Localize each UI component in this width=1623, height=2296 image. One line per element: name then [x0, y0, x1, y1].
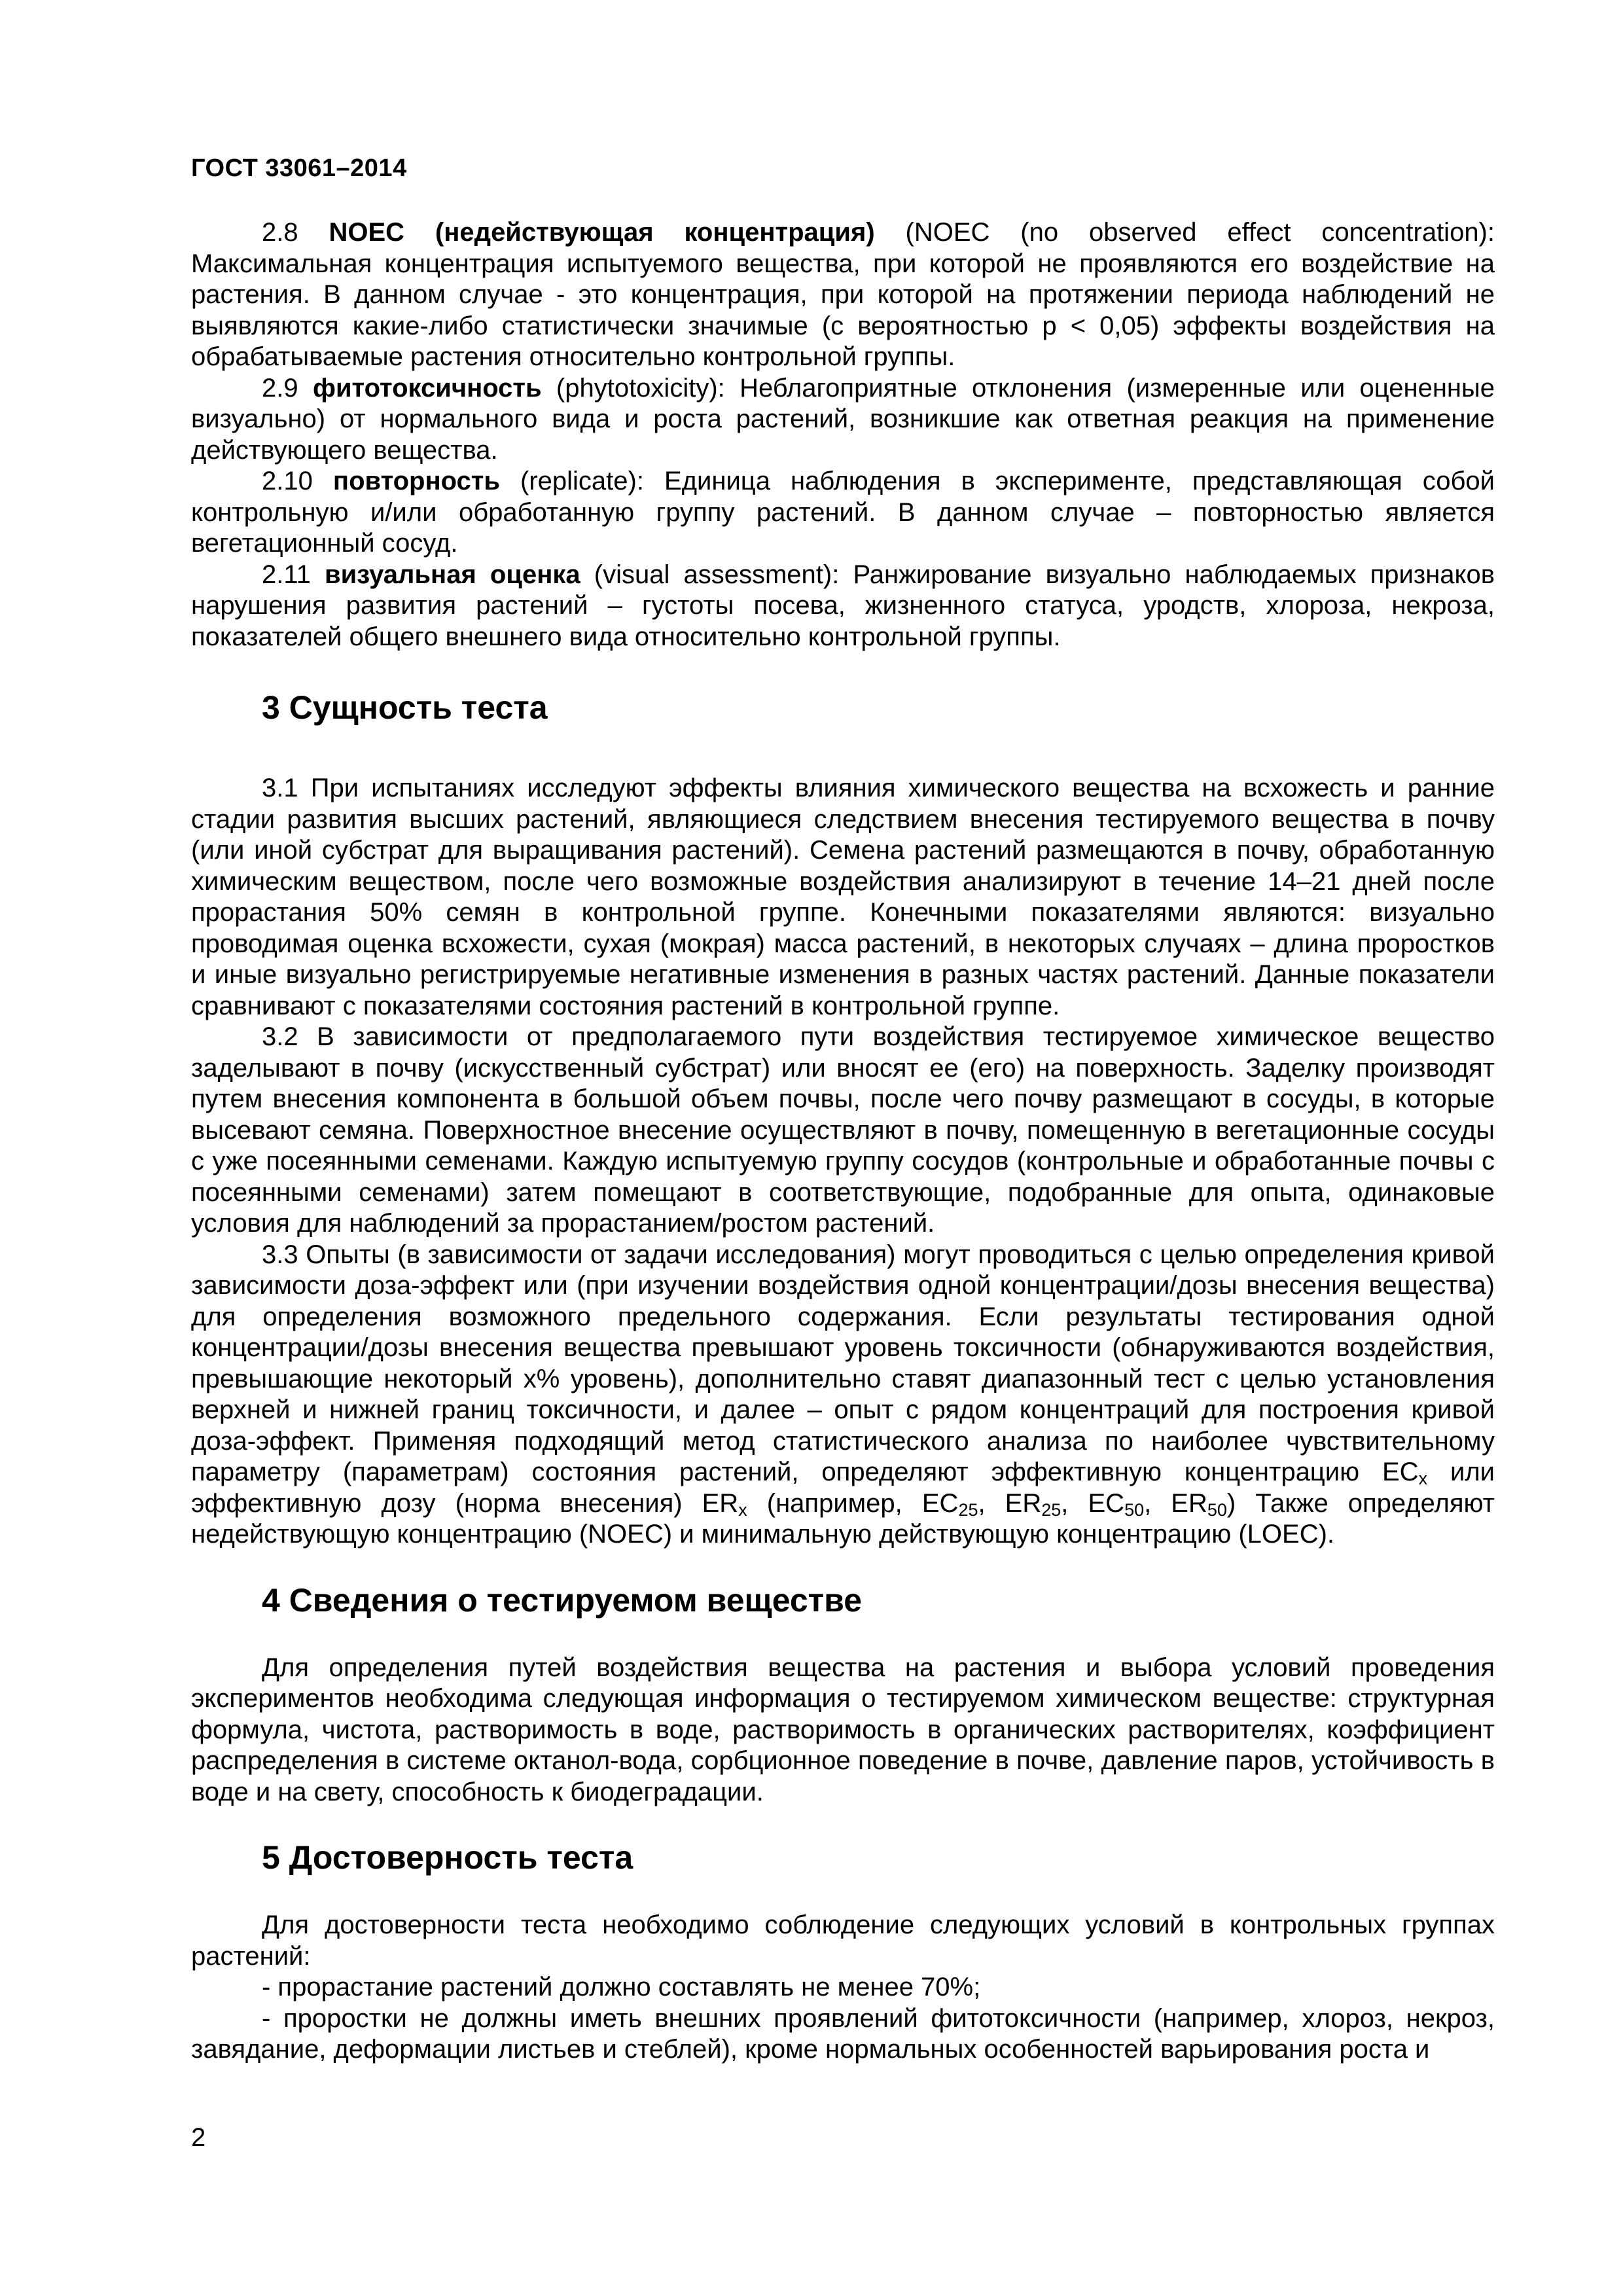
section-3-title: 3 Сущность теста — [262, 689, 548, 726]
definition-term: фитотоксичность — [312, 373, 542, 403]
symbol-ec: EC — [921, 1488, 959, 1518]
page-number: 2 — [191, 2123, 206, 2152]
separator: , — [1144, 1488, 1171, 1518]
definition-number: 2.8 — [262, 218, 298, 247]
paragraph-3-3 — [191, 1240, 1495, 1551]
definition-2-9 — [191, 373, 1495, 467]
paragraph-text: 3.3 Опыты (в зависимости от задачи исследования) могут проводиться с целью определения кривой зависимости доза-эффект или (при изучении воздействия одной концентрации/дозы внесения вещества) для определения возможного предельного содержания. Если результаты тестирования одной концентрации/дозы внесения вещества превышают уровень токсичности (обнаруживаются воздействия, превышающие некоторый x% уровень), дополнительно ставят диапазонный тест с целью установления верхней и нижней границ токсичности, и далее – опыт с рядом концентраций для построения кривой доза-эффект. Применяя подходящий метод статистического анализа по наиболее чувствительному параметру (параметрам) состояния растений, определяют эффективную концентрацию — [191, 1240, 1495, 1486]
definition-2-8 — [191, 217, 1495, 373]
subscript: 25 — [1041, 1499, 1061, 1520]
definition-text: (NOEC (no observed effect concentration): Максимальная концентрация испытуемого вещества, при которой не проявляются его воздействие на растения. В данном случае - это концентрация, при которой на протяжении периода наблюдений не выявляются какие-либо статистически значимые (с вероятностью p < 0,05) эффекты воздействия на обрабатываемые растения относительно контрольной группы. — [191, 218, 1495, 371]
paragraph-4: Для определения путей воздействия вещества на растения и выбора условий проведения экспериментов необходима следующая информация о тестируемом химическом веществе: структурная формула, чистота, растворимость в воде, растворимость в органических растворителях, коэффициент распределения в системе октанол-вода, сорбционное поведение в почве, давление паров, устойчивость в воде и на свету, способность к биодеградации. — [191, 1653, 1495, 1806]
paragraph-3-2: 3.2 В зависимости от предполагаемого пути воздействия тестируемое химическое вещество заделывают в почву (искусственный субстрат) или вносят ее (его) на поверхность. Заделку производят путем внесения компонента в большой объем почвы, после чего почву размещают в сосуды, в которые высевают семяна. Поверхностное внесение осуществляют в почву, помещенную в вегетационные сосуды с уже посеянными семенами. Каждую испытуемую группу сосудов (контрольные и обработанные почвы с посеянными семенами) затем помещают в соответствующие, подобранные для опыта, одинаковые условия для наблюдений за прорастанием/ростом растений. — [191, 1022, 1495, 1238]
symbol-er: ER — [1171, 1488, 1207, 1518]
separator: , — [1061, 1488, 1088, 1518]
subscript: 25 — [958, 1499, 978, 1520]
subscript: x — [1418, 1469, 1428, 1488]
definition-text: (replicate): Единица наблюдения в эксперименте, представляющая собой контрольную и/или обработанную группу растений. В данном случае – повторностью является вегетационный сосуд. — [191, 467, 1495, 558]
list-item: - проростки не должны иметь внешних проявлений фитотоксичности (например, хлороз, некроз, завядание, деформации листьев и стеблей), кроме нормальных особенностей варьирования роста и — [191, 2003, 1495, 2064]
paragraph-3-1: 3.1 При испытаниях исследуют эффекты влияния химического вещества на всхожесть и ранние стадии развития высших растений, являющиеся следствием внесения тестируемого вещества в почву (или иной субстрат для выращивания растений). Семена растений размещаются в почву, обработанную химическим веществом, после чего возможные воздействия анализируют в течение 14–21 дней после прорастания 50% семян в контрольной группе. Конечными показателями являются: визуально проводимая оценка всхожести, сухая (мокрая) масса растений, в некоторых случаях – длина проростков и иные визуально регистрируемые негативные изменения в разных частях растений. Данные показатели сравнивают с показателями состояния растений в контрольной группе. — [191, 774, 1495, 1020]
subscript: 50 — [1207, 1499, 1227, 1520]
paragraph-text: (например, — [747, 1488, 922, 1518]
subscript: 50 — [1124, 1499, 1145, 1520]
symbol-ec: EC — [1382, 1458, 1419, 1486]
paragraph-text: ) Также определяют недействующую концентрацию (NOEC) и минимальную действующую концентрацию (LOEC). — [191, 1488, 1495, 1549]
section-4-title: 4 Сведения о тестируемом веществе — [262, 1581, 863, 1619]
definition-term: визуальная оценка — [325, 560, 580, 589]
definition-text: (phytotoxicity): Неблагоприятные отклонения (измеренные или оцененные визуально) от нормального вида и роста растений, возникшие как ответная реакция на применение действующего вещества. — [191, 373, 1495, 465]
definition-2-10 — [191, 466, 1495, 560]
document-body — [191, 217, 1495, 2066]
definition-text: (visual assessment): Ранжирование визуально наблюдаемых признаков нарушения развития растений – густоты посева, жизненного статуса, уродств, хлороза, некроза, показателей общего внешнего вида относительно контрольной группы. — [191, 560, 1495, 651]
definition-number: 2.11 — [262, 560, 311, 589]
definition-term: повторность — [332, 467, 500, 495]
paragraph-text: или эффективную дозу (норма внесения) — [191, 1458, 1495, 1518]
definition-2-11 — [191, 560, 1495, 653]
separator: , — [978, 1488, 1005, 1518]
paragraph-5: Для достоверности теста необходимо соблюдение следующих условий в контрольных группах растений: — [191, 1910, 1495, 1971]
list-item: - прорастание растений должно составлять не менее 70%; — [262, 1973, 981, 2001]
symbol-ec: EC — [1088, 1488, 1125, 1518]
symbol-er: ER — [1005, 1488, 1042, 1518]
definition-number: 2.9 — [262, 373, 298, 403]
section-5-title: 5 Достоверность теста — [262, 1839, 633, 1876]
definition-number: 2.10 — [262, 467, 313, 495]
document-header: ГОСТ 33061–2014 — [191, 154, 407, 182]
subscript: x — [738, 1499, 747, 1520]
definition-term: NOEC (недействующая концентрация) — [329, 218, 875, 247]
symbol-er: ER — [702, 1488, 739, 1518]
